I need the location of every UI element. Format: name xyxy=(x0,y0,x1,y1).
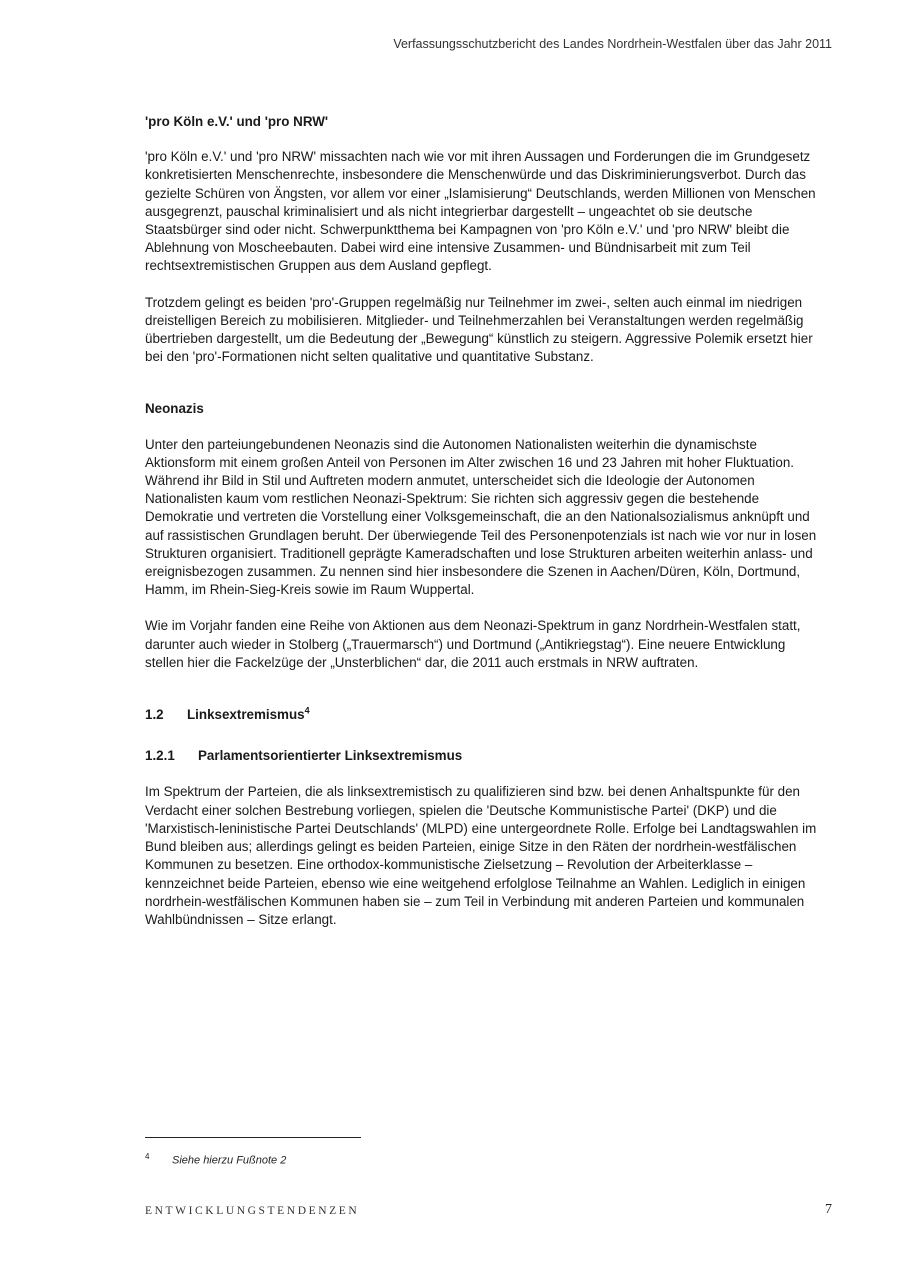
subsection-number: 1.2.1 xyxy=(145,748,175,764)
paragraph-pro-1: 'pro Köln e.V.' und 'pro NRW' missachten nach wie vor mit ihren Aussagen und Forderungen die im Grundgesetz konkretisierten Menschenrechte, insbesondere die Menschenwürde und das Diskriminierungsverbot. Durch das gezielte Schüren von Ängsten, vor allem vor einer „Islamisierung“ Deutschlands, werden Millionen von Menschen ausgegrenzt, pauschal kriminalisiert und als nicht integrierbar dargestellt – ungeachtet ob sie deutsche Staatsbürger sind oder nicht. Schwerpunktthema bei Kampagnen von 'pro Köln e.V.' und 'pro NRW' bleibt die Ablehnung von Moscheebauten. Dabei wird eine intensive Zusammen- und Bündnisarbeit mit zum Teil rechtsextremistischen Gruppen aus dem Ausland gepflegt. xyxy=(145,149,816,274)
subsection-heading-parlament xyxy=(145,747,821,765)
page-number: 7 xyxy=(825,1202,832,1217)
heading-pro-groups: 'pro Köln e.V.' und 'pro NRW' xyxy=(145,114,329,129)
section-number: 1.2 xyxy=(145,707,164,723)
footnote-divider xyxy=(145,1137,361,1138)
footer-label: ENTWICKLUNGSTENDENZEN xyxy=(145,1205,360,1217)
page-content xyxy=(145,113,821,947)
running-header: Verfassungsschutzbericht des Landes Nordrhein-Westfalen über das Jahr 2011 xyxy=(393,37,832,51)
paragraph-parlament-1: Im Spektrum der Parteien, die als linksextremistisch zu qualifizieren sind bzw. bei denen Anhaltspunkte für den Verdacht einer solchen Bestrebung vorliegen, spielen die 'Deutsche Kommunistische Partei' (DKP) und die 'Marxistisch-leninistische Partei Deutschlands' (MLPD) eine untergeordnete Rolle. Erfolge bei Landtagswahlen im Bund bleiben aus; allerdings gelingt es beiden Parteien, einige Sitze in den Räten der nordrhein-westfälischen Kommunen zu besetzen. Eine orthodox-kommunistische Zielsetzung – Revolution der Arbeiterklasse – kennzeichnet beide Parteien, ebenso wie eine weitgehend erfolglose Teilnahme an Wahlen. Lediglich in einigen nordrhein-westfälischen Kommunen haben sie – zum Teil in Verbindung mit anderen Parteien und kommunalen Wahlbündnissen – Sitze erlangt. xyxy=(145,784,817,927)
subsection-title: Parlamentsorientierter Linksextremismus xyxy=(198,748,463,764)
footnote-reference[interactable]: 4 xyxy=(304,705,310,716)
footnote-text: Siehe hierzu Fußnote 2 xyxy=(172,1154,287,1167)
paragraph-neonazis-1: Unter den parteiungebundenen Neonazis sind die Autonomen Nationalisten weiterhin die dynamischste Aktionsform mit einem großen Anteil von Personen im Alter zwischen 16 und 23 Jahren mit hoher Fluktuation. Während ihr Bild in Stil und Auftreten modern anmutet, unterscheidet sich die Ideologie der Autonomen Nationalisten kaum vom restlichen Neonazi-Spektrum: Sie richten sich aggressiv gegen die bestehende Demokratie und vertreten die Vorstellung einer Volksgemeinschaft, die an den Nationalsozialismus anknüpft und auf rassistischen Grundlagen beruht. Der überwiegende Teil des Personenpotenzials ist nach wie vor nur in losen Strukturen organisiert. Traditionell geprägte Kameradschaften und lose Strukturen arbeiten weiterhin anlass- und ereignisbezogen zusammen. Zu nennen sind hier insbesondere die Szenen in Aachen/Düren, Köln, Dortmund, Hamm, im Rhein-Sieg-Kreis sowie im Raum Wuppertal. xyxy=(145,436,817,598)
footnote xyxy=(145,1152,286,1167)
footnote-mark: 4 xyxy=(145,1152,150,1161)
paragraph-neonazis-2: Wie im Vorjahr fanden eine Reihe von Aktionen aus dem Neonazi-Spektrum in ganz Nordrhein-Westfalen statt, darunter auch wieder in Stolberg („Trauermarsch“) und Dortmund („Antikriegstag“). Eine neuere Entwicklung stellen hier die Fackelzüge der „Unsterblichen“ dar, die 2011 auch erstmals in NRW auftraten. xyxy=(145,618,801,670)
section-title: Linksextremismus xyxy=(187,707,305,723)
section-heading-linksextremismus xyxy=(145,706,821,724)
heading-neonazis: Neonazis xyxy=(145,401,204,417)
paragraph-pro-2: Trotzdem gelingt es beiden 'pro'-Gruppen regelmäßig nur Teilnehmer im zwei-, selten auch einmal im niedrigen dreistelligen Bereich zu mobilisieren. Mitglieder- und Teilnehmerzahlen bei Veranstaltungen werden regelmäßig übertrieben dargestellt, um die Bedeutung der „Bewegung“ künstlich zu steigern. Aggressive Polemik ersetzt hier bei den 'pro'-Formationen nicht selten qualitative und quantitative Substanz. xyxy=(145,294,813,365)
